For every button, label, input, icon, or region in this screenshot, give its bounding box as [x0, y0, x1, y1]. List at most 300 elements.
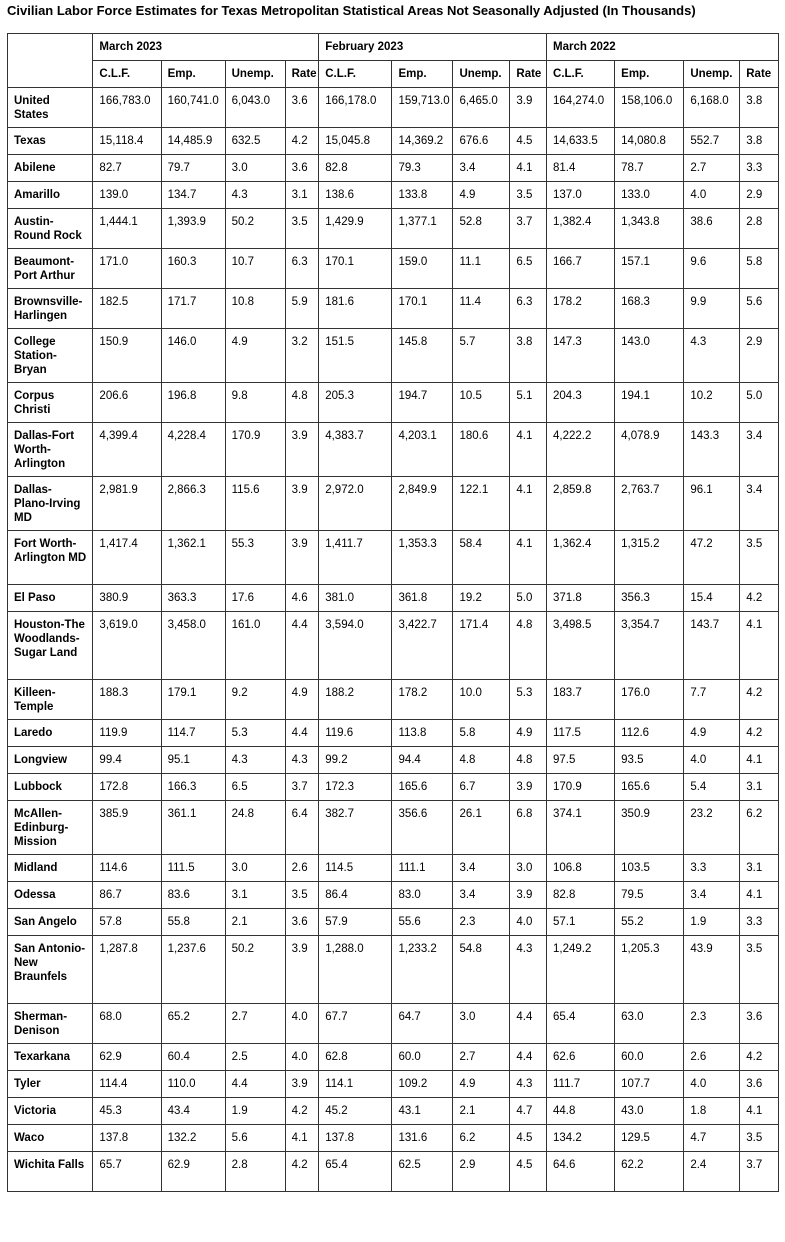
table-row [8, 1004, 779, 1044]
table-row [8, 477, 779, 531]
value-cell: 1,417.4 [93, 531, 161, 585]
value-cell: 50.2 [225, 209, 285, 249]
period-header-row [8, 34, 779, 61]
value-cell: 4.9 [225, 329, 285, 383]
value-cell: 1,377.1 [392, 209, 453, 249]
value-cell: 119.6 [319, 720, 392, 747]
area-name-cell: Austin-Round Rock [8, 209, 93, 249]
value-cell: 4.3 [225, 747, 285, 774]
value-cell: 171.7 [161, 289, 225, 329]
col-header-unemp: Unemp. [453, 61, 510, 88]
value-cell: 166.7 [547, 249, 615, 289]
value-cell: 86.4 [319, 882, 392, 909]
value-cell: 107.7 [615, 1071, 684, 1098]
value-cell: 97.5 [547, 747, 615, 774]
value-cell: 103.5 [615, 855, 684, 882]
value-cell: 632.5 [225, 128, 285, 155]
value-cell: 133.8 [392, 182, 453, 209]
value-cell: 134.2 [547, 1125, 615, 1152]
value-cell: 356.6 [392, 801, 453, 855]
value-cell: 206.6 [93, 383, 161, 423]
value-cell: 4.6 [285, 585, 319, 612]
value-cell: 138.6 [319, 182, 392, 209]
value-cell: 143.3 [684, 423, 740, 477]
value-cell: 3.2 [285, 329, 319, 383]
value-cell: 205.3 [319, 383, 392, 423]
value-cell: 5.3 [510, 680, 547, 720]
value-cell: 44.8 [547, 1098, 615, 1125]
value-cell: 4.1 [740, 882, 779, 909]
value-cell: 2.7 [453, 1044, 510, 1071]
area-name-cell: Corpus Christi [8, 383, 93, 423]
area-header-cell [8, 34, 93, 88]
value-cell: 4.0 [684, 747, 740, 774]
value-cell: 4.3 [684, 329, 740, 383]
value-cell: 3.0 [453, 1004, 510, 1044]
value-cell: 3.5 [285, 209, 319, 249]
value-cell: 4.2 [740, 1044, 779, 1071]
value-cell: 5.7 [453, 329, 510, 383]
value-cell: 179.1 [161, 680, 225, 720]
value-cell: 55.2 [615, 909, 684, 936]
table-row [8, 936, 779, 1004]
value-cell: 3.3 [740, 155, 779, 182]
area-name-cell: Midland [8, 855, 93, 882]
value-cell: 3.6 [740, 1071, 779, 1098]
table-row [8, 882, 779, 909]
value-cell: 1,393.9 [161, 209, 225, 249]
value-cell: 1,429.9 [319, 209, 392, 249]
value-cell: 111.5 [161, 855, 225, 882]
value-cell: 2,981.9 [93, 477, 161, 531]
value-cell: 350.9 [615, 801, 684, 855]
value-cell: 3.0 [510, 855, 547, 882]
value-cell: 4,203.1 [392, 423, 453, 477]
value-cell: 3.1 [225, 882, 285, 909]
value-cell: 1,382.4 [547, 209, 615, 249]
value-cell: 165.6 [615, 774, 684, 801]
value-cell: 5.4 [684, 774, 740, 801]
value-cell: 3.8 [740, 128, 779, 155]
value-cell: 4.1 [510, 477, 547, 531]
value-cell: 166,178.0 [319, 88, 392, 128]
area-name-cell: McAllen-Edinburg-Mission [8, 801, 93, 855]
value-cell: 2.8 [740, 209, 779, 249]
value-cell: 2,972.0 [319, 477, 392, 531]
measure-header-row [8, 61, 779, 88]
value-cell: 361.1 [161, 801, 225, 855]
value-cell: 3.1 [740, 855, 779, 882]
value-cell: 114.5 [319, 855, 392, 882]
value-cell: 5.9 [285, 289, 319, 329]
value-cell: 166,783.0 [93, 88, 161, 128]
value-cell: 5.0 [740, 383, 779, 423]
value-cell: 3.4 [740, 423, 779, 477]
value-cell: 6,043.0 [225, 88, 285, 128]
value-cell: 1,353.3 [392, 531, 453, 585]
value-cell: 112.6 [615, 720, 684, 747]
area-name-cell: Tyler [8, 1071, 93, 1098]
value-cell: 4.1 [510, 531, 547, 585]
value-cell: 4.1 [510, 155, 547, 182]
value-cell: 15,118.4 [93, 128, 161, 155]
value-cell: 3.9 [285, 423, 319, 477]
area-name-cell: Brownsville-Harlingen [8, 289, 93, 329]
value-cell: 380.9 [93, 585, 161, 612]
value-cell: 150.9 [93, 329, 161, 383]
value-cell: 3.9 [285, 936, 319, 1004]
value-cell: 9.8 [225, 383, 285, 423]
table-row [8, 747, 779, 774]
table-row [8, 909, 779, 936]
value-cell: 9.9 [684, 289, 740, 329]
value-cell: 170.9 [225, 423, 285, 477]
value-cell: 82.8 [319, 155, 392, 182]
value-cell: 1.8 [684, 1098, 740, 1125]
value-cell: 93.5 [615, 747, 684, 774]
value-cell: 114.4 [93, 1071, 161, 1098]
col-header-rate: Rate [740, 61, 779, 88]
value-cell: 3.9 [285, 477, 319, 531]
value-cell: 188.2 [319, 680, 392, 720]
value-cell: 3.7 [510, 209, 547, 249]
value-cell: 3.4 [453, 155, 510, 182]
value-cell: 172.8 [93, 774, 161, 801]
value-cell: 139.0 [93, 182, 161, 209]
value-cell: 170.9 [547, 774, 615, 801]
value-cell: 4.2 [285, 1152, 319, 1192]
value-cell: 111.7 [547, 1071, 615, 1098]
value-cell: 5.0 [510, 585, 547, 612]
value-cell: 183.7 [547, 680, 615, 720]
value-cell: 194.1 [615, 383, 684, 423]
value-cell: 4.4 [510, 1004, 547, 1044]
value-cell: 4.3 [510, 936, 547, 1004]
value-cell: 119.9 [93, 720, 161, 747]
value-cell: 6.5 [225, 774, 285, 801]
value-cell: 10.2 [684, 383, 740, 423]
value-cell: 166.3 [161, 774, 225, 801]
area-name-cell: Beaumont-Port Arthur [8, 249, 93, 289]
value-cell: 4.9 [684, 720, 740, 747]
value-cell: 160.3 [161, 249, 225, 289]
value-cell: 382.7 [319, 801, 392, 855]
area-name-cell: United States [8, 88, 93, 128]
area-name-cell: San Angelo [8, 909, 93, 936]
area-name-cell: College Station-Bryan [8, 329, 93, 383]
value-cell: 3.5 [510, 182, 547, 209]
area-name-cell: Fort Worth-Arlington MD [8, 531, 93, 585]
value-cell: 82.7 [93, 155, 161, 182]
value-cell: 1,205.3 [615, 936, 684, 1004]
value-cell: 50.2 [225, 936, 285, 1004]
col-header-emp: Emp. [161, 61, 225, 88]
table-row [8, 774, 779, 801]
table-row [8, 531, 779, 585]
period-header: March 2022 [547, 34, 779, 61]
value-cell: 6.3 [510, 289, 547, 329]
period-header: February 2023 [319, 34, 547, 61]
value-cell: 2.9 [740, 182, 779, 209]
value-cell: 86.7 [93, 882, 161, 909]
table-body [8, 88, 779, 1192]
value-cell: 55.8 [161, 909, 225, 936]
value-cell: 374.1 [547, 801, 615, 855]
value-cell: 79.5 [615, 882, 684, 909]
value-cell: 43.9 [684, 936, 740, 1004]
value-cell: 64.7 [392, 1004, 453, 1044]
value-cell: 145.8 [392, 329, 453, 383]
value-cell: 178.2 [547, 289, 615, 329]
value-cell: 83.0 [392, 882, 453, 909]
value-cell: 45.3 [93, 1098, 161, 1125]
value-cell: 356.3 [615, 585, 684, 612]
value-cell: 3.1 [740, 774, 779, 801]
value-cell: 2,849.9 [392, 477, 453, 531]
area-name-cell: Texas [8, 128, 93, 155]
value-cell: 176.0 [615, 680, 684, 720]
table-row [8, 289, 779, 329]
value-cell: 3,458.0 [161, 612, 225, 680]
value-cell: 4.5 [510, 128, 547, 155]
value-cell: 1,249.2 [547, 936, 615, 1004]
value-cell: 54.8 [453, 936, 510, 1004]
value-cell: 4,228.4 [161, 423, 225, 477]
value-cell: 5.3 [225, 720, 285, 747]
value-cell: 3.0 [225, 155, 285, 182]
labor-force-table [7, 33, 779, 1192]
value-cell: 122.1 [453, 477, 510, 531]
value-cell: 94.4 [392, 747, 453, 774]
value-cell: 2.3 [453, 909, 510, 936]
value-cell: 2.5 [225, 1044, 285, 1071]
area-name-cell: San Antonio-New Braunfels [8, 936, 93, 1004]
value-cell: 4.8 [510, 612, 547, 680]
value-cell: 3.9 [510, 774, 547, 801]
table-row [8, 383, 779, 423]
value-cell: 171.4 [453, 612, 510, 680]
value-cell: 1,343.8 [615, 209, 684, 249]
value-cell: 3.7 [740, 1152, 779, 1192]
col-header-rate: Rate [285, 61, 319, 88]
value-cell: 62.8 [319, 1044, 392, 1071]
value-cell: 78.7 [615, 155, 684, 182]
value-cell: 180.6 [453, 423, 510, 477]
value-cell: 2.6 [684, 1044, 740, 1071]
value-cell: 3.7 [285, 774, 319, 801]
col-header-rate: Rate [510, 61, 547, 88]
value-cell: 9.6 [684, 249, 740, 289]
value-cell: 6,168.0 [684, 88, 740, 128]
value-cell: 3.6 [740, 1004, 779, 1044]
value-cell: 5.8 [740, 249, 779, 289]
value-cell: 2,866.3 [161, 477, 225, 531]
area-name-cell: Dallas-Fort Worth-Arlington [8, 423, 93, 477]
area-name-cell: Lubbock [8, 774, 93, 801]
value-cell: 137.0 [547, 182, 615, 209]
area-name-cell: Laredo [8, 720, 93, 747]
value-cell: 55.3 [225, 531, 285, 585]
col-header-emp: Emp. [392, 61, 453, 88]
value-cell: 106.8 [547, 855, 615, 882]
value-cell: 10.8 [225, 289, 285, 329]
value-cell: 83.6 [161, 882, 225, 909]
value-cell: 4.0 [285, 1044, 319, 1071]
value-cell: 4.8 [510, 747, 547, 774]
table-row [8, 1071, 779, 1098]
value-cell: 3.9 [285, 1071, 319, 1098]
value-cell: 14,485.9 [161, 128, 225, 155]
value-cell: 4.0 [510, 909, 547, 936]
area-name-cell: Texarkana [8, 1044, 93, 1071]
value-cell: 2,763.7 [615, 477, 684, 531]
value-cell: 134.7 [161, 182, 225, 209]
value-cell: 1.9 [684, 909, 740, 936]
value-cell: 114.6 [93, 855, 161, 882]
col-header-clf: C.L.F. [93, 61, 161, 88]
value-cell: 204.3 [547, 383, 615, 423]
value-cell: 4.1 [740, 612, 779, 680]
table-row [8, 88, 779, 128]
value-cell: 5.1 [510, 383, 547, 423]
value-cell: 113.8 [392, 720, 453, 747]
value-cell: 11.4 [453, 289, 510, 329]
value-cell: 171.0 [93, 249, 161, 289]
value-cell: 3.9 [510, 88, 547, 128]
area-name-cell: Dallas-Plano-Irving MD [8, 477, 93, 531]
value-cell: 60.0 [615, 1044, 684, 1071]
value-cell: 552.7 [684, 128, 740, 155]
value-cell: 43.4 [161, 1098, 225, 1125]
value-cell: 131.6 [392, 1125, 453, 1152]
value-cell: 47.2 [684, 531, 740, 585]
value-cell: 2.9 [740, 329, 779, 383]
area-name-cell: Wichita Falls [8, 1152, 93, 1192]
value-cell: 99.4 [93, 747, 161, 774]
col-header-unemp: Unemp. [225, 61, 285, 88]
value-cell: 5.8 [453, 720, 510, 747]
value-cell: 65.7 [93, 1152, 161, 1192]
value-cell: 361.8 [392, 585, 453, 612]
table-row [8, 612, 779, 680]
value-cell: 3.3 [684, 855, 740, 882]
value-cell: 4.1 [510, 423, 547, 477]
value-cell: 4.1 [740, 1098, 779, 1125]
value-cell: 133.0 [615, 182, 684, 209]
value-cell: 4.2 [285, 128, 319, 155]
value-cell: 38.6 [684, 209, 740, 249]
value-cell: 3.6 [285, 155, 319, 182]
value-cell: 68.0 [93, 1004, 161, 1044]
value-cell: 99.2 [319, 747, 392, 774]
value-cell: 151.5 [319, 329, 392, 383]
value-cell: 1,233.2 [392, 936, 453, 1004]
value-cell: 62.9 [161, 1152, 225, 1192]
value-cell: 1,411.7 [319, 531, 392, 585]
value-cell: 4.3 [285, 747, 319, 774]
value-cell: 4.9 [453, 182, 510, 209]
value-cell: 62.2 [615, 1152, 684, 1192]
value-cell: 43.0 [615, 1098, 684, 1125]
value-cell: 81.4 [547, 155, 615, 182]
period-header: March 2023 [93, 34, 319, 61]
table-row [8, 585, 779, 612]
value-cell: 4.1 [285, 1125, 319, 1152]
area-name-cell: Victoria [8, 1098, 93, 1125]
table-row [8, 249, 779, 289]
value-cell: 62.9 [93, 1044, 161, 1071]
value-cell: 3.1 [285, 182, 319, 209]
value-cell: 4.2 [740, 585, 779, 612]
value-cell: 52.8 [453, 209, 510, 249]
value-cell: 3.0 [225, 855, 285, 882]
value-cell: 165.6 [392, 774, 453, 801]
value-cell: 6.5 [510, 249, 547, 289]
value-cell: 2.3 [684, 1004, 740, 1044]
table-row [8, 423, 779, 477]
value-cell: 6.4 [285, 801, 319, 855]
value-cell: 26.1 [453, 801, 510, 855]
value-cell: 115.6 [225, 477, 285, 531]
table-row [8, 329, 779, 383]
value-cell: 3.8 [740, 88, 779, 128]
value-cell: 3.5 [740, 936, 779, 1004]
value-cell: 109.2 [392, 1071, 453, 1098]
value-cell: 4,383.7 [319, 423, 392, 477]
value-cell: 676.6 [453, 128, 510, 155]
value-cell: 164,274.0 [547, 88, 615, 128]
table-row [8, 801, 779, 855]
value-cell: 117.5 [547, 720, 615, 747]
value-cell: 79.3 [392, 155, 453, 182]
value-cell: 3.4 [453, 882, 510, 909]
value-cell: 4.9 [453, 1071, 510, 1098]
value-cell: 55.6 [392, 909, 453, 936]
value-cell: 3.4 [684, 882, 740, 909]
value-cell: 2.1 [453, 1098, 510, 1125]
value-cell: 157.1 [615, 249, 684, 289]
value-cell: 6.7 [453, 774, 510, 801]
value-cell: 4,399.4 [93, 423, 161, 477]
value-cell: 3.4 [453, 855, 510, 882]
value-cell: 168.3 [615, 289, 684, 329]
col-header-unemp: Unemp. [684, 61, 740, 88]
value-cell: 143.7 [684, 612, 740, 680]
value-cell: 58.4 [453, 531, 510, 585]
value-cell: 6.2 [453, 1125, 510, 1152]
value-cell: 4.2 [740, 720, 779, 747]
value-cell: 4.5 [510, 1152, 547, 1192]
value-cell: 2.1 [225, 909, 285, 936]
value-cell: 132.2 [161, 1125, 225, 1152]
value-cell: 65.4 [547, 1004, 615, 1044]
value-cell: 4.1 [740, 747, 779, 774]
value-cell: 9.2 [225, 680, 285, 720]
value-cell: 194.7 [392, 383, 453, 423]
value-cell: 143.0 [615, 329, 684, 383]
table-row [8, 182, 779, 209]
table-row [8, 680, 779, 720]
value-cell: 3.9 [285, 531, 319, 585]
value-cell: 2.8 [225, 1152, 285, 1192]
value-cell: 4,078.9 [615, 423, 684, 477]
area-name-cell: Abilene [8, 155, 93, 182]
value-cell: 114.1 [319, 1071, 392, 1098]
value-cell: 96.1 [684, 477, 740, 531]
value-cell: 43.1 [392, 1098, 453, 1125]
value-cell: 10.7 [225, 249, 285, 289]
value-cell: 6.3 [285, 249, 319, 289]
